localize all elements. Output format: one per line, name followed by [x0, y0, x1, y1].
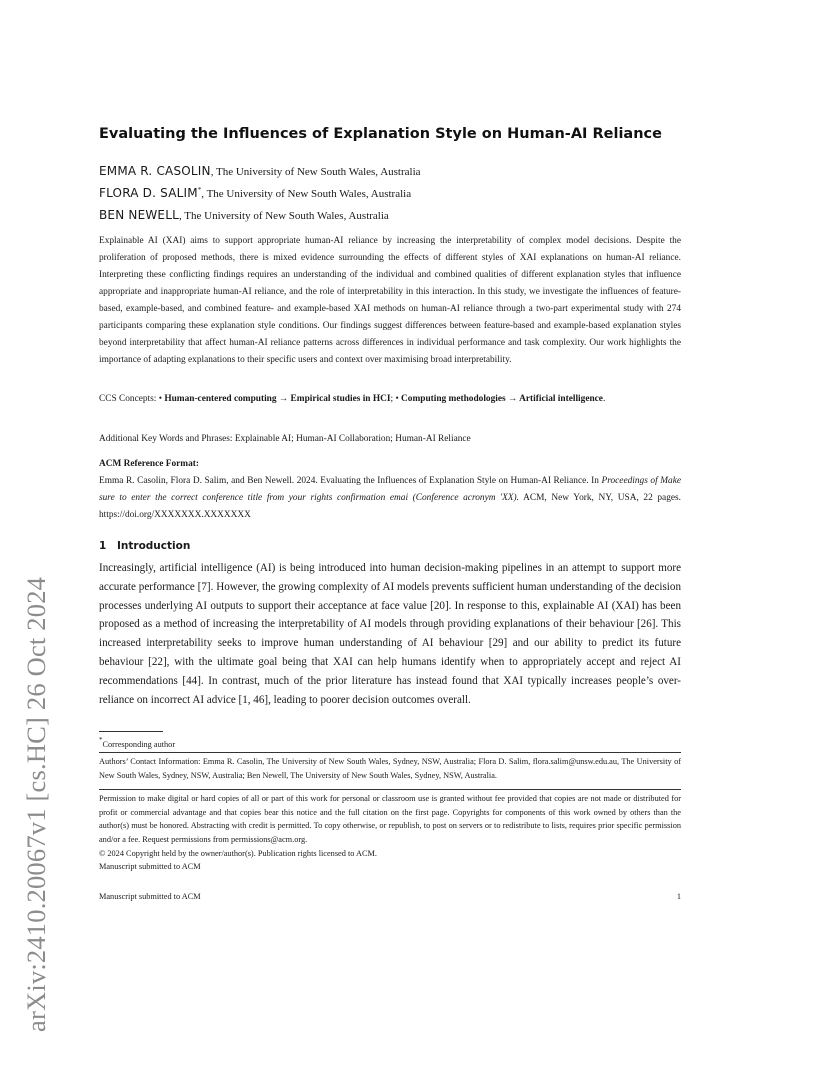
author-line: [99, 160, 421, 180]
submitted-note: Manuscript submitted to ACM: [99, 862, 201, 871]
page-number: 1: [676, 892, 681, 901]
ccs-separator: ;: [390, 394, 396, 404]
acm-reference-publisher: ACM, New York, NY, USA, 22 pages. https://doi.org/XXXXXXX.XXXXXXX: [99, 493, 681, 520]
ccs-concepts: [99, 391, 681, 408]
divider: [99, 789, 681, 790]
ccs-concept: Human-centered computing → Empirical studies in HCI: [164, 394, 391, 404]
footnote: [99, 733, 175, 752]
ccs-bullet: •: [158, 394, 165, 404]
footnote-marker: *: [99, 736, 103, 744]
copyright-notice: © 2024 Copyright held by the owner/author(s). Publication rights licensed to ACM.: [99, 849, 377, 858]
page-footer: Manuscript submitted to ACM: [99, 892, 201, 901]
author-name: FLORA D. SALIM: [99, 186, 198, 200]
divider: [99, 752, 681, 753]
ccs-concept: Computing methodologies → Artificial intelligence: [401, 394, 603, 404]
author-affiliation: , The University of New South Wales, Australia: [210, 166, 421, 178]
author-affiliation: , The University of New South Wales, Australia: [178, 210, 389, 222]
paper-title: Evaluating the Influences of Explanation Style on Human-AI Reliance: [99, 126, 662, 142]
arxiv-identifier-stamp: arXiv:2410.20067v1 [cs.HC] 26 Oct 2024: [21, 576, 51, 1032]
footnote-divider: [99, 731, 163, 732]
section-title: Introduction: [117, 540, 191, 552]
author-contact-info: Authors’ Contact Information: Emma R. Casolin, The University of New South Wales, Sydney, NSW, Australia; Flora D. Salim, flora.salim@unsw.edu.au, The University of New South Wales, Sydney, NSW, Australia; Ben Newell, The University of New South Wales, Sydney, NSW, Australia.: [99, 757, 681, 780]
author-marker: *: [197, 186, 202, 194]
introduction-paragraph: Increasingly, artificial intelligence (AI) is being introduced into human decision-making pipelines in an attempt to support more accurate performance [7]. However, the growing complexity of AI models prevents sufficient human understanding of the decision processes underlying AI outputs to support their acceptance at face value [20]. In response to this, explainable AI (XAI) has been proposed as a method of increasing the interpretability of AI models through providing explanations of their behaviour [26]. This increased interpretability seeks to improve human understanding of AI behaviour [29] and our ability to predict its future behaviour [22], with the ultimate goal being that XAI can help humans identify when to appropriately accept and reject AI recommendations [44]. In contrast, much of the prior literature has instead found that XAI typically increases people’s over-reliance on incorrect AI advice [1, 46], leading to poorer decision outcomes overall.: [99, 562, 681, 706]
keywords: Additional Key Words and Phrases: Explainable AI; Human-AI Collaboration; Human-AI Reliance: [99, 434, 471, 444]
abstract: Explainable AI (XAI) aims to support appropriate human-AI reliance by increasing the interpretability of complex model decisions. Despite the proliferation of proposed methods, there is mixed evidence surrounding the effects of different styles of XAI explanations on human-AI reliance. Interpreting these conflicting findings requires an understanding of the individual and combined qualities of different explanation styles that influence appropriate and inappropriate human-AI reliance, and the role of interpretability in this interaction. In this study, we investigate the influences of feature-based, example-based, and combined feature- and example-based XAI methods on human-AI reliance through a two-part experimental study with 274 participants comparing these explanation style conditions. Our findings suggest differences between feature-based and example-based explanation styles beyond interpretability that affect human-AI reliance patterns across differences in individual performance and task complexity. Our work highlights the importance of adapting explanations to their specific users and context over maximising broad interpretability.: [99, 236, 681, 365]
acm-reference-venue: Proceedings of Make sure to enter the correct conference title from your rights confirmation emai (Conference acronym 'XX).: [99, 476, 681, 503]
section-heading: [99, 538, 190, 554]
author-line: [99, 182, 411, 202]
footnote-text: Corresponding author: [102, 740, 176, 749]
author-name: EMMA R. CASOLIN: [99, 164, 211, 178]
acm-reference-text: [99, 473, 681, 524]
acm-reference-authors: Emma R. Casolin, Flora D. Salim, and Ben Newell. 2024. Evaluating the Influences of Explanation Style on Human-AI Reliance. In: [99, 476, 602, 486]
author-line: [99, 204, 389, 224]
section-number: 1: [99, 540, 107, 552]
ccs-label: CCS Concepts:: [99, 394, 159, 404]
author-affiliation: , The University of New South Wales, Australia: [201, 188, 412, 200]
ccs-end: .: [602, 394, 606, 404]
permission-notice: Permission to make digital or hard copies of all or part of this work for personal or classroom use is granted without fee provided that copies are not made or distributed for profit or commercial advantage and that copies bear this notice and the full citation on the first page. Copyrights for components of this work owned by others than the author(s) must be honored. Abstracting with credit is permitted. To copy otherwise, or republish, to post on servers or to redistribute to lists, requires prior specific permission and/or a fee. Request permissions from permissions@acm.org.: [99, 794, 681, 844]
ccs-bullet: •: [395, 394, 402, 404]
acm-reference-heading: ACM Reference Format:: [99, 459, 199, 469]
author-name: BEN NEWELL: [99, 208, 179, 222]
